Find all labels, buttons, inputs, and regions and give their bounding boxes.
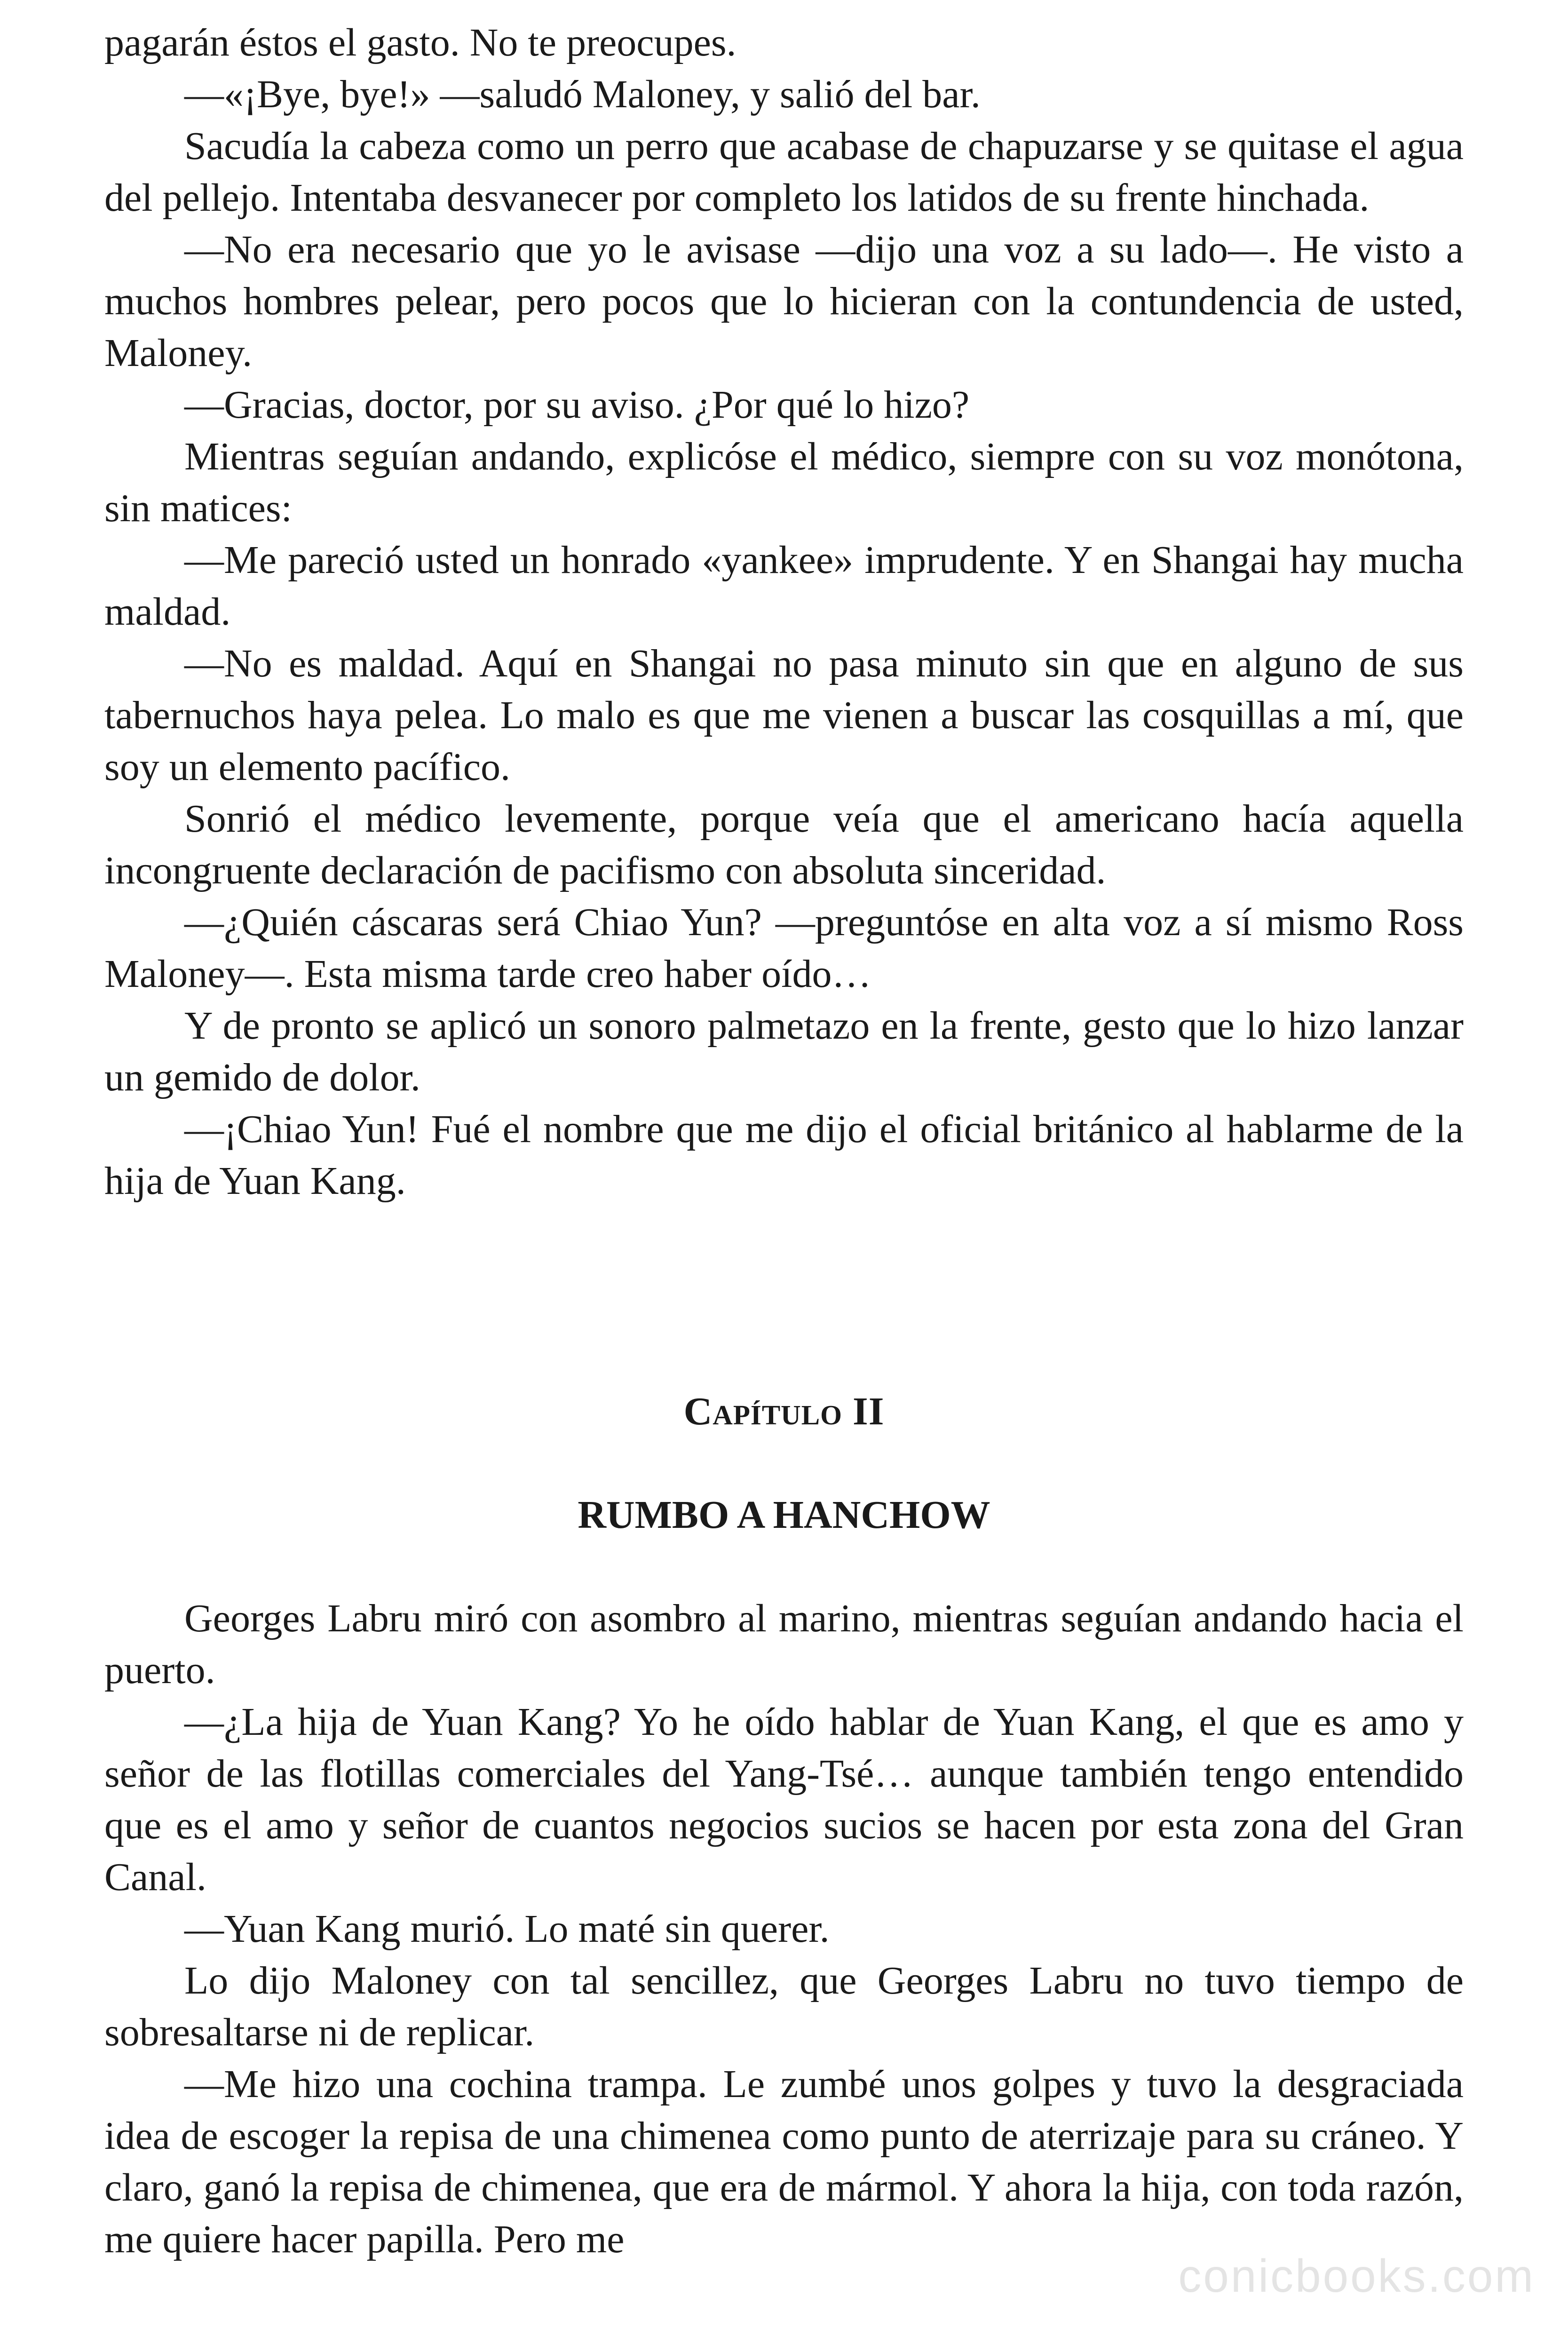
paragraph: —Me pareció usted un honrado «yankee» imprudente. Y en Shangai hay mucha maldad. [104, 538, 1464, 634]
paragraph: —Gracias, doctor, por su aviso. ¿Por qué lo hizo? [184, 383, 970, 427]
paragraph: —Me hizo una cochina trampa. Le zumbé unos golpes y tuvo la desgraciada idea de escoger la repisa de una chimenea como punto de aterrizaje para su cráneo. Y claro, ganó la repisa de chimenea, que era de mármol. Y ahora la hija, con toda razón, me quiere hacer papilla. Pero me [104, 2062, 1464, 2261]
paragraph: pagarán éstos el gasto. No te preocupes. [104, 21, 736, 64]
paragraph: Georges Labru miró con asombro al marino, mientras seguían andando hacia el puerto. [104, 1597, 1464, 1692]
text-block-top [104, 17, 1464, 1207]
chapter-subtitle: RUMBO A HANCHOW [578, 1493, 990, 1537]
text-block-bottom [104, 1593, 1464, 2265]
paragraph: Lo dijo Maloney con tal sencillez, que Georges Labru no tuvo tiempo de sobresaltarse ni de replicar. [104, 1959, 1464, 2054]
watermark: conicbooks.com [1178, 2250, 1535, 2302]
paragraph: —¿Quién cáscaras será Chiao Yun? —preguntóse en alta voz a sí mismo Ross Maloney—. Esta misma tarde creo haber oído… [104, 900, 1464, 996]
paragraph: —¿La hija de Yuan Kang? Yo he oído hablar de Yuan Kang, el que es amo y señor de las flotillas comerciales del Yang-Tsé… aunque también tengo entendido que es el amo y señor de cuantos negocios sucios se hacen por esta zona del Gran Canal. [104, 1700, 1464, 1899]
paragraph: Sonrió el médico levemente, porque veía que el americano hacía aquella incongruente declaración de pacifismo con absoluta sinceridad. [104, 797, 1464, 892]
chapter-title: Capítulo II [683, 1390, 885, 1433]
paragraph: —«¡Bye, bye!» —saludó Maloney, y salió del bar. [184, 72, 981, 116]
paragraph: Mientras seguían andando, explicóse el médico, siempre con su voz monótona, sin matices: [104, 435, 1464, 530]
paragraph: —No es maldad. Aquí en Shangai no pasa minuto sin que en alguno de sus tabernuchos haya pelea. Lo malo es que me vienen a buscar las cosquillas a mí, que soy un elemento pacífico. [104, 642, 1464, 789]
paragraph: —¡Chiao Yun! Fué el nombre que me dijo el oficial británico al hablarme de la hija de Yuan Kang. [104, 1107, 1464, 1203]
section-spacer [104, 1207, 1464, 1386]
paragraph: Sacudía la cabeza como un perro que acabase de chapuzarse y se quitase el agua del pellejo. Intentaba desvanecer por completo los latidos de su frente hinchada. [104, 124, 1464, 220]
chapter-spacer [104, 1541, 1464, 1593]
paragraph: —Yuan Kang murió. Lo maté sin querer. [184, 1907, 830, 1951]
paragraph: —No era necesario que yo le avisase —dijo una voz a su lado—. He visto a muchos hombres pelear, pero pocos que lo hicieran con la contundencia de usted, Maloney. [104, 228, 1464, 375]
paragraph: Y de pronto se aplicó un sonoro palmetazo en la frente, gesto que lo hizo lanzar un gemido de dolor. [104, 1004, 1464, 1099]
book-page [104, 17, 1464, 2265]
